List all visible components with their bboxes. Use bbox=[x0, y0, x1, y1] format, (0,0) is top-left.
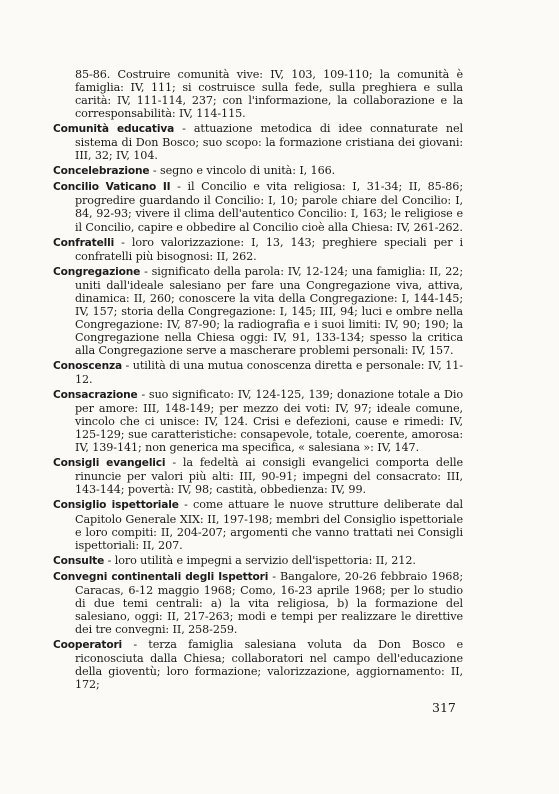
entry-text: - la fedeltà ai consigli evangelici comporta delle rinuncie per valori più alti: III, 90-91; impegni del consacrato: III, 143-144; povertà: IV, 98; castità, obbedienza: IV, 99. bbox=[75, 456, 463, 497]
entry-heading: Confratelli bbox=[53, 236, 115, 249]
entry-heading: Consacrazione bbox=[53, 389, 138, 402]
index-entry bbox=[53, 456, 463, 496]
index-entry bbox=[53, 180, 463, 233]
index-entry bbox=[53, 236, 463, 263]
index-entry bbox=[53, 498, 463, 551]
index-entry bbox=[53, 388, 463, 454]
index-column bbox=[53, 68, 463, 693]
index-entry bbox=[53, 164, 463, 178]
entry-text: - segno e vincolo di unità: I, 166. bbox=[149, 164, 336, 178]
entry-heading: Conoscenza bbox=[53, 359, 122, 372]
entry-heading: Consigli evangelici bbox=[53, 457, 166, 470]
entry-text: - come attuare le nuove strutture deliberate dal Capitolo Generale XIX: II, 197-198; membri del Consiglio ispettoriale e loro compiti: II, 204-207; argomenti che vanno trattati nei Consigli ispettoriali: II, 207. bbox=[75, 498, 463, 552]
entry-heading: Consulte bbox=[53, 554, 105, 567]
index-entry-continuation bbox=[53, 68, 463, 120]
index-entry bbox=[53, 359, 463, 386]
entry-text: - il Concilio e vita religiosa: I, 31-34; II, 85-86; progredire guardando il Concilio: I, 10; parole chiare del Concilio: I, 84, 92-93; vivere il clima dell'autentico Concilio: I, 163; le religiose e il Concilio, capire e obbedire al Concilio cioè alla Chiesa: IV, 261-262. bbox=[75, 180, 463, 234]
entry-heading: Concilio Vaticano II bbox=[53, 181, 171, 194]
index-entry bbox=[53, 265, 463, 357]
entry-text: - attuazione metodica di idee connaturate nel sistema di Don Bosco; suo scopo: la formazione cristiana dei giovani: III, 32; IV, 104. bbox=[75, 122, 464, 163]
index-entry bbox=[53, 554, 463, 568]
entry-heading: Consiglio ispettoriale bbox=[53, 499, 179, 512]
entry-text: - loro valorizzazione: I, 13, 143; preghiere speciali per i confratelli più bisognosi: II, 262. bbox=[75, 235, 463, 263]
entry-heading: Cooperatori bbox=[53, 638, 123, 651]
index-entry bbox=[53, 122, 463, 162]
entry-text: - suo significato: IV, 124-125, 139; donazione totale a Dio per amore: III, 148-149; per mezzo dei voti: IV, 97; ideale comune, vincolo che ci unisce: IV, 124. Crisi e defezioni, cause e rimedi: IV, 125-129; sue caratteristiche: consapevole, totale, coerente, amorosa: IV, 139-141; non generica ma specifica, « salesiana »: IV, 147. bbox=[75, 388, 463, 455]
entry-heading: Congregazione bbox=[53, 265, 141, 278]
page-number: 317 bbox=[432, 700, 456, 715]
entry-text: - utilità di una mutua conoscenza diretta e personale: IV, 11-12. bbox=[75, 358, 463, 387]
entry-text: - significato della parola: IV, 12-124; una famiglia: II, 22; uniti dall'ideale salesiano per fare una Congregazione viva, attiva, dinamica: II, 260; conoscere la vita della Congregazione: I, 144-145; IV, 157; storia della Congregazione: I, 145; III, 94; luci e ombre nella Congregazione: IV, 87-90; la radiografia e i suoi limiti: IV, 90; 190; la Congregazione nella Chiesa oggi: IV, 91, 133-134; spesso la critica alla Congregazione serve a mascherare problemi personali: IV, 157. bbox=[75, 264, 463, 357]
entry-text: - terza famiglia salesiana voluta da Don Bosco e riconosciuta dalla Chiesa; collaboratori nel campo dell'educazione della gioventù; loro formazione; valorizzazione, aggiornamento: II, 172; bbox=[75, 637, 463, 692]
entry-text: - loro utilità e impegni a servizio dell'ispettoria: II, 212. bbox=[104, 553, 416, 567]
entry-heading: Convegni continentali degli Ispettori bbox=[53, 570, 269, 583]
entry-heading: Concelebrazione bbox=[53, 165, 150, 178]
entry-text: 85-86. Costruire comunità vive: IV, 103, 109-110; la comunità è famiglia: IV, 111; si costruisce sulla fede, sulla preghiera e sulla carità: IV, 111-114, 237; con l'informazione, la collaborazione e la corresponsabilità: IV, 114-115. bbox=[75, 68, 463, 121]
index-entry bbox=[53, 638, 463, 691]
index-entry bbox=[53, 570, 463, 636]
entry-text: - Bangalore, 20-26 febbraio 1968; Caracas, 6-12 maggio 1968; Como, 16-23 aprile 1968; per lo studio di due temi centrali: a) la vita religiosa, b) la formazione del salesiano, oggi: II, 217-263; modi e tempi per realizzare le direttive dei tre convegni: II, 258-259. bbox=[75, 569, 464, 636]
entry-heading: Comunità educativa bbox=[53, 123, 175, 136]
